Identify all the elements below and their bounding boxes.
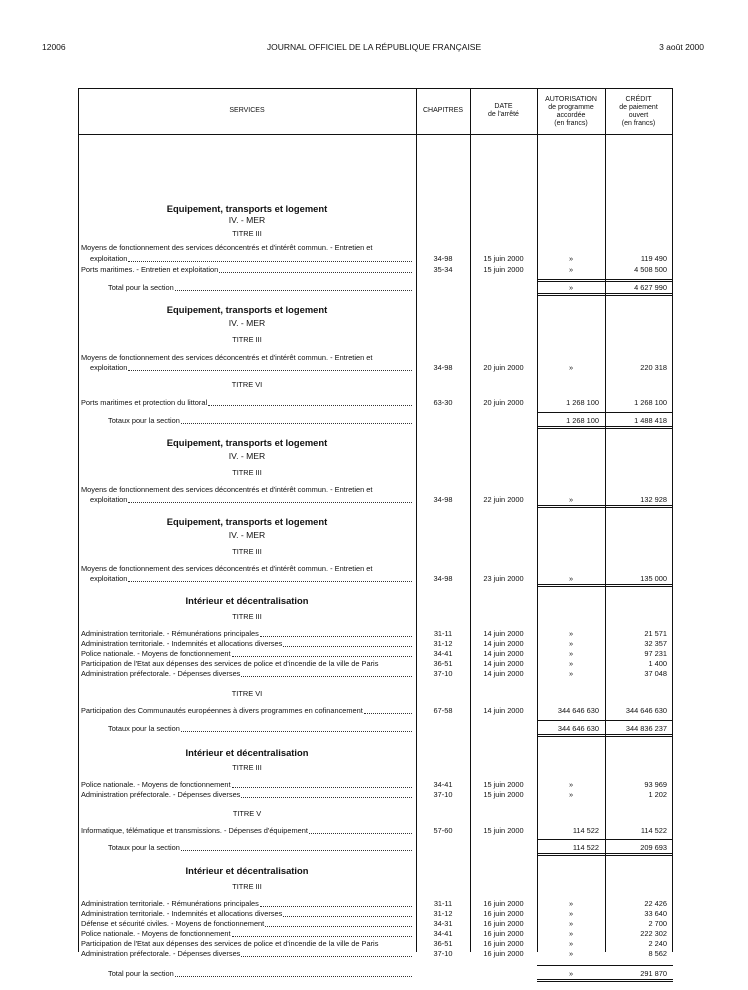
dot-leader bbox=[128, 581, 412, 582]
service-label: exploitation bbox=[90, 363, 128, 372]
ministry-heading: Equipement, transports et logement bbox=[166, 304, 328, 315]
autorisation-cell: » bbox=[568, 780, 574, 789]
credits-table bbox=[78, 88, 673, 978]
autorisation-cell: » bbox=[568, 495, 574, 504]
autorisation-cell: » bbox=[568, 574, 574, 583]
autorisation-cell: » bbox=[568, 669, 574, 678]
ministry-heading: Equipement, transports et logement bbox=[166, 437, 328, 448]
date-cell: 16 juin 2000 bbox=[483, 919, 524, 928]
dot-leader bbox=[283, 916, 412, 917]
credit-cell: 37 048 bbox=[644, 669, 667, 678]
credit-cell: 209 693 bbox=[640, 843, 667, 852]
date-cell: 23 juin 2000 bbox=[483, 574, 524, 583]
section-subtitle: IV. - MER bbox=[228, 530, 266, 540]
credit-cell: 1 488 418 bbox=[634, 416, 667, 425]
service-label: Administration territoriale. - Indemnités et allocations diverses bbox=[81, 639, 283, 648]
credit-cell: 8 562 bbox=[648, 949, 667, 958]
dot-leader bbox=[219, 272, 412, 273]
date-cell: 16 juin 2000 bbox=[483, 899, 524, 908]
credit-cell: 291 870 bbox=[640, 969, 667, 978]
service-label: Police nationale. - Moyens de fonctionnement bbox=[81, 929, 231, 938]
date-cell: 16 juin 2000 bbox=[483, 949, 524, 958]
credit-cell: 344 836 237 bbox=[625, 724, 667, 733]
ministry-heading: Equipement, transports et logement bbox=[166, 516, 328, 527]
service-label: Administration préfectorale. - Dépenses diverses bbox=[81, 949, 241, 958]
credit-cell: 97 231 bbox=[644, 649, 667, 658]
service-label: Moyens de fonctionnement des services déconcentrés et d'intérêt commun. - Entretien et bbox=[81, 485, 373, 494]
chapitre-cell: 31-11 bbox=[433, 629, 453, 638]
section-subtitle: IV. - MER bbox=[228, 215, 266, 225]
credit-cell: 33 640 bbox=[644, 909, 667, 918]
date-cell: 16 juin 2000 bbox=[483, 909, 524, 918]
dot-leader bbox=[175, 976, 412, 977]
autorisation-cell: » bbox=[568, 363, 574, 372]
total-rule bbox=[537, 965, 673, 966]
total-rule bbox=[537, 505, 673, 506]
dot-leader bbox=[309, 833, 412, 834]
header-autorisation-l3: accordée bbox=[556, 112, 586, 119]
total-rule bbox=[537, 720, 673, 721]
chapitre-cell: 63-30 bbox=[433, 398, 453, 407]
chapitre-cell: 34-41 bbox=[433, 929, 453, 938]
service-label: Participation des Communautés européennes à divers programmes en cofinancement bbox=[81, 706, 363, 715]
section-total-label: Totaux pour la section bbox=[108, 724, 180, 733]
service-label: Ports maritimes et protection du littoral bbox=[81, 398, 208, 407]
dot-leader bbox=[128, 261, 412, 262]
autorisation-cell: » bbox=[568, 929, 574, 938]
service-label: Ports maritimes. - Entretien et exploitation bbox=[81, 265, 219, 274]
service-label: exploitation bbox=[90, 574, 128, 583]
total-rule bbox=[537, 507, 673, 508]
autorisation-cell: 114 522 bbox=[572, 826, 599, 835]
chapitre-cell: 31-12 bbox=[433, 909, 453, 918]
credit-cell: 132 928 bbox=[640, 495, 667, 504]
autorisation-cell: » bbox=[568, 909, 574, 918]
credit-cell: 114 522 bbox=[640, 826, 667, 835]
credit-cell: 4 508 500 bbox=[634, 265, 667, 274]
dot-leader bbox=[128, 370, 412, 371]
credit-cell: 2 240 bbox=[648, 939, 667, 948]
date-cell: 15 juin 2000 bbox=[483, 826, 524, 835]
dot-leader bbox=[265, 926, 412, 927]
total-rule bbox=[537, 584, 673, 585]
autorisation-cell: » bbox=[568, 265, 574, 274]
titre-heading: TITRE III bbox=[232, 229, 262, 238]
date-cell: 20 juin 2000 bbox=[483, 363, 524, 372]
autorisation-cell: 344 646 630 bbox=[557, 724, 599, 733]
date-cell: 14 juin 2000 bbox=[483, 649, 524, 658]
chapitre-cell: 37-10 bbox=[433, 790, 453, 799]
chapitre-cell: 34-98 bbox=[433, 495, 453, 504]
header-credit-l4: (en francs) bbox=[621, 120, 656, 127]
dot-leader bbox=[232, 936, 412, 937]
date-cell: 20 juin 2000 bbox=[483, 398, 524, 407]
service-label: Administration préfectorale. - Dépenses diverses bbox=[81, 669, 241, 678]
date-cell: 15 juin 2000 bbox=[483, 790, 524, 799]
date-cell: 14 juin 2000 bbox=[483, 629, 524, 638]
chapitre-cell: 36-51 bbox=[433, 939, 453, 948]
total-rule bbox=[537, 855, 673, 856]
date-cell: 14 juin 2000 bbox=[483, 706, 524, 715]
ministry-heading: Intérieur et décentralisation bbox=[185, 865, 309, 876]
chapitre-cell: 34-31 bbox=[433, 919, 453, 928]
credit-cell: 2 700 bbox=[648, 919, 667, 928]
chapitre-cell: 34-98 bbox=[433, 363, 453, 372]
service-label: Participation de l'Etat aux dépenses des services de police et d'incendie de la ville de Paris bbox=[81, 939, 379, 948]
autorisation-cell: » bbox=[568, 919, 574, 928]
service-label: Informatique, télématique et transmissions. - Dépenses d'équipement bbox=[81, 826, 308, 835]
chapitre-cell: 36-51 bbox=[433, 659, 453, 668]
dot-leader bbox=[128, 502, 412, 503]
autorisation-cell: 1 268 100 bbox=[566, 416, 599, 425]
chapitre-cell: 31-12 bbox=[433, 639, 453, 648]
ministry-heading: Intérieur et décentralisation bbox=[185, 595, 309, 606]
total-rule bbox=[537, 853, 673, 854]
date-cell: 15 juin 2000 bbox=[483, 254, 524, 263]
titre-heading: TITRE III bbox=[232, 547, 262, 556]
dot-leader bbox=[241, 956, 412, 957]
header-credit-l2: de paiement bbox=[619, 104, 658, 111]
chapitre-cell: 67-58 bbox=[433, 706, 453, 715]
chapitre-cell: 37-10 bbox=[433, 949, 453, 958]
dot-leader bbox=[241, 676, 412, 677]
credit-cell: 220 318 bbox=[640, 363, 667, 372]
chapitre-cell: 34-41 bbox=[433, 649, 453, 658]
autorisation-cell: » bbox=[568, 659, 574, 668]
credit-cell: 119 490 bbox=[640, 254, 667, 263]
autorisation-cell: » bbox=[568, 899, 574, 908]
chapitre-cell: 34-41 bbox=[433, 780, 453, 789]
credit-cell: 21 571 bbox=[644, 629, 667, 638]
titre-heading: TITRE III bbox=[232, 763, 262, 772]
dot-leader bbox=[232, 787, 412, 788]
credit-cell: 1 202 bbox=[648, 790, 667, 799]
autorisation-cell: » bbox=[568, 969, 574, 978]
date-cell: 14 juin 2000 bbox=[483, 659, 524, 668]
service-label: Moyens de fonctionnement des services déconcentrés et d'intérêt commun. - Entretien et bbox=[81, 564, 373, 573]
titre-heading: TITRE III bbox=[232, 882, 262, 891]
autorisation-cell: 344 646 630 bbox=[557, 706, 599, 715]
dot-leader bbox=[260, 636, 412, 637]
autorisation-cell: » bbox=[568, 629, 574, 638]
autorisation-cell: » bbox=[568, 254, 574, 263]
header-autorisation-l4: (en francs) bbox=[554, 120, 588, 127]
chapitre-cell: 34-98 bbox=[433, 574, 453, 583]
section-subtitle: IV. - MER bbox=[228, 318, 266, 328]
service-label: Défense et sécurité civiles. - Moyens de fonctionnement bbox=[81, 919, 265, 928]
section-total-label: Total pour la section bbox=[108, 969, 174, 978]
header-date: DATE bbox=[494, 103, 513, 110]
service-label: Administration territoriale. - Rémunérations principales bbox=[81, 629, 259, 638]
service-label: Moyens de fonctionnement des services déconcentrés et d'intérêt commun. - Entretien et bbox=[81, 243, 373, 252]
dot-leader bbox=[181, 850, 412, 851]
total-rule bbox=[537, 279, 673, 280]
header-date-sub: de l'arrêté bbox=[488, 111, 519, 118]
service-label: Police nationale. - Moyens de fonctionnement bbox=[81, 649, 231, 658]
chapitre-cell: 37-10 bbox=[433, 669, 453, 678]
section-total-label: Totaux pour la section bbox=[108, 416, 180, 425]
chapitre-cell: 31-11 bbox=[433, 899, 453, 908]
ministry-heading: Intérieur et décentralisation bbox=[185, 747, 309, 758]
section-total-label: Totaux pour la section bbox=[108, 843, 180, 852]
dot-leader bbox=[208, 405, 412, 406]
titre-heading: TITRE III bbox=[232, 468, 262, 477]
date-cell: 14 juin 2000 bbox=[483, 669, 524, 678]
chapitre-cell: 34-98 bbox=[433, 254, 453, 263]
date-cell: 15 juin 2000 bbox=[483, 265, 524, 274]
service-label: Participation de l'Etat aux dépenses des services de police et d'incendie de la ville de Paris bbox=[81, 659, 379, 668]
date-cell: 15 juin 2000 bbox=[483, 780, 524, 789]
header-chapitres: CHAPITRES bbox=[422, 107, 464, 114]
total-rule bbox=[537, 428, 673, 429]
section-total-label: Total pour la section bbox=[108, 283, 174, 292]
credit-cell: 135 000 bbox=[640, 574, 667, 583]
section-subtitle: IV. - MER bbox=[228, 451, 266, 461]
date-cell: 22 juin 2000 bbox=[483, 495, 524, 504]
service-label: Police nationale. - Moyens de fonctionnement bbox=[81, 780, 231, 789]
header-credit-l3: ouvert bbox=[628, 112, 649, 119]
credit-cell: 222 302 bbox=[640, 929, 667, 938]
header-services: SERVICES bbox=[229, 107, 265, 114]
journal-title: JOURNAL OFFICIEL DE LA RÉPUBLIQUE FRANÇAISE bbox=[266, 42, 482, 52]
date-cell: 16 juin 2000 bbox=[483, 939, 524, 948]
header-credit: CRÉDIT bbox=[625, 96, 652, 103]
service-label: Administration territoriale. - Rémunérations principales bbox=[81, 899, 259, 908]
titre-heading: TITRE V bbox=[232, 809, 262, 818]
autorisation-cell: » bbox=[568, 939, 574, 948]
service-label: exploitation bbox=[90, 495, 128, 504]
dot-leader bbox=[283, 646, 412, 647]
dot-leader bbox=[232, 656, 412, 657]
service-label: Administration préfectorale. - Dépenses diverses bbox=[81, 790, 241, 799]
credit-cell: 344 646 630 bbox=[625, 706, 667, 715]
total-rule bbox=[537, 979, 673, 980]
autorisation-cell: » bbox=[568, 649, 574, 658]
autorisation-cell: » bbox=[568, 639, 574, 648]
page-number: 12006 bbox=[42, 42, 66, 52]
chapitre-cell: 57-60 bbox=[433, 826, 453, 835]
titre-heading: TITRE VI bbox=[231, 689, 263, 698]
autorisation-cell: » bbox=[568, 949, 574, 958]
total-rule bbox=[537, 295, 673, 296]
autorisation-cell: 114 522 bbox=[572, 843, 599, 852]
date-cell: 16 juin 2000 bbox=[483, 929, 524, 938]
total-rule bbox=[537, 839, 673, 840]
total-rule bbox=[537, 426, 673, 427]
chapitre-cell: 35-34 bbox=[433, 265, 453, 274]
dot-leader bbox=[181, 731, 412, 732]
autorisation-cell: » bbox=[568, 790, 574, 799]
autorisation-cell: » bbox=[568, 283, 574, 292]
total-rule bbox=[537, 736, 673, 737]
issue-date: 3 août 2000 bbox=[659, 42, 704, 52]
titre-heading: TITRE III bbox=[232, 335, 262, 344]
ministry-heading: Equipement, transports et logement bbox=[166, 203, 328, 214]
credit-cell: 32 357 bbox=[644, 639, 667, 648]
service-label: exploitation bbox=[90, 254, 128, 263]
dot-leader bbox=[364, 713, 412, 714]
total-rule bbox=[537, 981, 673, 982]
date-cell: 14 juin 2000 bbox=[483, 639, 524, 648]
header-autorisation: AUTORISATION bbox=[545, 96, 597, 103]
titre-heading: TITRE VI bbox=[231, 380, 263, 389]
total-rule bbox=[537, 281, 673, 282]
total-rule bbox=[537, 734, 673, 735]
total-rule bbox=[537, 586, 673, 587]
credit-cell: 22 426 bbox=[644, 899, 667, 908]
dot-leader bbox=[175, 290, 412, 291]
credit-cell: 4 627 990 bbox=[634, 283, 667, 292]
credit-cell: 1 400 bbox=[648, 659, 667, 668]
credit-cell: 93 969 bbox=[644, 780, 667, 789]
total-rule bbox=[537, 293, 673, 294]
autorisation-cell: 1 268 100 bbox=[566, 398, 599, 407]
service-label: Administration territoriale. - Indemnités et allocations diverses bbox=[81, 909, 283, 918]
service-label: Moyens de fonctionnement des services déconcentrés et d'intérêt commun. - Entretien et bbox=[81, 353, 373, 362]
titre-heading: TITRE III bbox=[232, 612, 262, 621]
total-rule bbox=[537, 412, 673, 413]
dot-leader bbox=[241, 797, 412, 798]
header-autorisation-l2: de programme bbox=[548, 104, 594, 111]
dot-leader bbox=[181, 423, 412, 424]
credit-cell: 1 268 100 bbox=[634, 398, 667, 407]
dot-leader bbox=[260, 906, 412, 907]
